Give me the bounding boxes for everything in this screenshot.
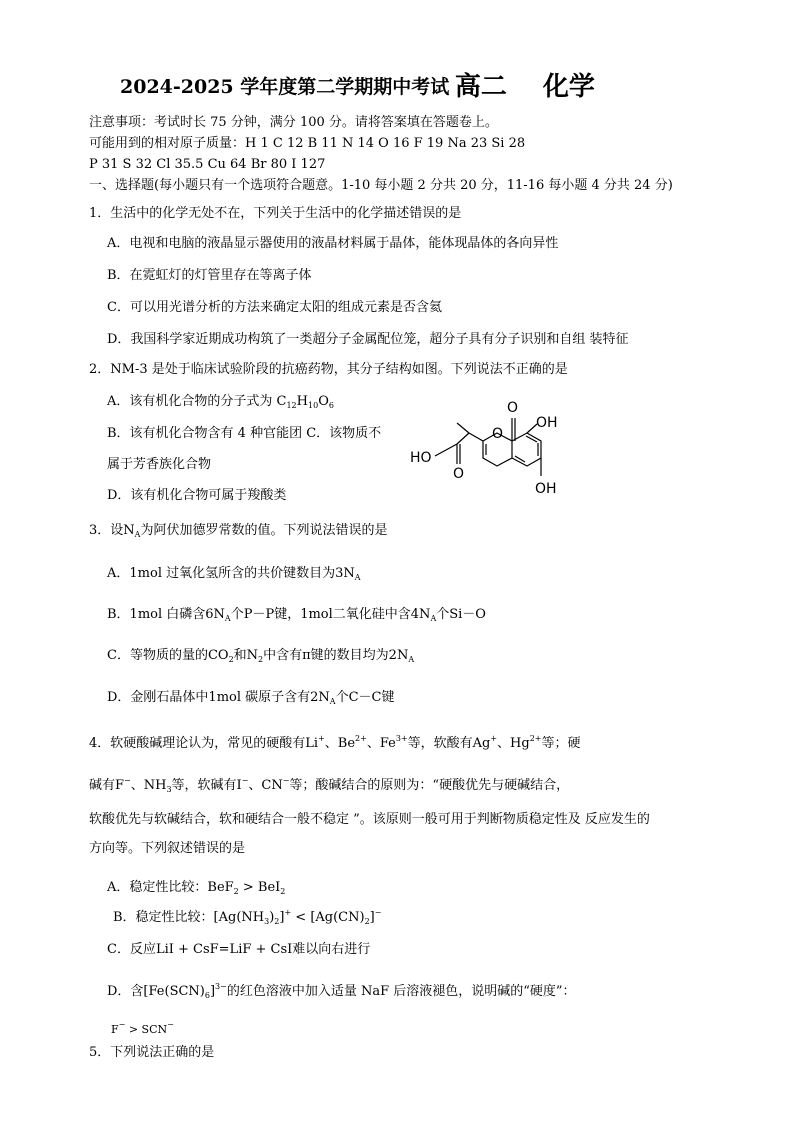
nm3-structure-diagram	[405, 396, 580, 501]
q1-option-a: A．电视和电脑的液晶显示器使用的液晶材料属于晶体，能体现晶体的各向异性	[107, 236, 559, 251]
q2-option-a: A．该有机化合物的分子式为 $C_{12}H_{10}O_6$	[107, 394, 334, 410]
q4-option-d-cont: F− > SCN−	[111, 1020, 174, 1036]
q4-stem-line-3: 软酸优先与软碱结合，软和硬结合一般不稳定 ”。该原则一般可用于判断物质稳定性及 反应发生的	[89, 812, 650, 827]
exam-subject: 化学	[542, 72, 595, 102]
q5-stem: 5．下列说法正确的是	[89, 1045, 215, 1060]
q1-option-b: B．在霓虹灯的灯管里存在等离子体	[107, 268, 312, 283]
page-title	[120, 66, 595, 103]
q4-stem-line-1: 4．软硬酸碱理论认为，常见的硬酸有Li+、$Be^{2+}$、$Fe^{3+}$等，软酸有Ag+、$Hg^{2+}$等；硬	[89, 734, 581, 751]
atomic-mass-line-2: P 31 S 32 Cl 35.5 Cu 64 Br 80 I 127	[89, 157, 326, 172]
struct-label-o-ring: O	[492, 426, 504, 442]
q3-option-c: C．等物质的量的$CO_2$和$N_2$中含有π键的数目均为$2N_A$	[107, 648, 415, 664]
q4-stem-line-2: 碱有F−、$NH_3$等，软碱有I−、CN−等；酸碱结合的原则为：“硬酸优先与硬碱结合，	[89, 776, 570, 794]
q3-option-d: D．金刚石晶体中1mol 碳原子含有$2N_A$个C－C键	[107, 690, 395, 706]
struct-label-o-bottom: O	[453, 466, 465, 482]
atomic-mass-line-1: 可能用到的相对原子质量：H 1 C 12 B 11 N 14 O 16 F 19 Na 23 Si 28	[89, 136, 526, 151]
q3-option-b: B．1mol 白磷含$6N_A$个P－P键，1mol二氧化硅中含$4N_A$个Si－O	[107, 607, 486, 623]
q2-option-b: B．该有机化合物含有 4 种官能团 C．该物质不	[107, 426, 382, 441]
attention-note: 注意事项：考试时长 75 分钟，满分 100 分。请将答案填在答题卷上。	[89, 115, 498, 130]
q2-option-b-cont: 属于芳香族化合物	[107, 457, 212, 472]
exam-title: 2024-2025 学年度第二学期期中考试	[120, 76, 450, 98]
struct-label-o-top: O	[507, 400, 519, 416]
section-heading: 一、选择题(每小题只有一个选项符合题意。1-10 每小题 2 分共 20 分，11-16 每小题 4 分共 24 分)	[89, 178, 673, 193]
q1-option-d: D．我国科学家近期成功构筑了一类超分子金属配位笼，超分子具有分子识别和自组 装特征	[107, 332, 629, 347]
q4-option-d: D．含$[Fe(SCN)_6]^{3-}$的红色溶液中加入适量 NaF 后溶液褪色，说明碱的“硬度”：	[107, 982, 576, 1000]
q4-option-b: B．稳定性比较：$[Ag(NH_3)_2]^+ < [Ag(CN)_2]^-$	[113, 908, 382, 926]
q3-stem: 3．设$N_A$为阿伏加德罗常数的值。下列说法错误的是	[89, 523, 388, 539]
q1-stem: 1．生活中的化学无处不在，下列关于生活中的化学描述错误的是	[89, 206, 462, 221]
q1-option-c: C．可以用光谱分析的方法来确定太阳的组成元素是否含氦	[107, 300, 442, 315]
struct-label-oh-bottom: OH	[535, 481, 557, 497]
q4-option-c: C．反应LiI + CsF=LiF + CsI难以向右进行	[107, 942, 371, 957]
struct-label-oh-top: OH	[536, 415, 558, 431]
q2-stem: 2．NM-3 是处于临床试验阶段的抗癌药物，其分子结构如图。下列说法不正确的是	[89, 362, 568, 377]
q4-option-a: A．稳定性比较：BeF$_2$ > BeI$_2$	[107, 880, 286, 896]
exam-grade: 高二	[454, 72, 507, 102]
q2-option-d: D．该有机化合物可属于羧酸类	[107, 488, 287, 503]
q3-option-a: A．1mol 过氧化氢所含的共价键数目为$3N_A$	[107, 566, 361, 582]
struct-label-ho: HO	[410, 450, 432, 466]
q4-stem-line-4: 方向等。下列叙述错误的是	[89, 841, 246, 856]
